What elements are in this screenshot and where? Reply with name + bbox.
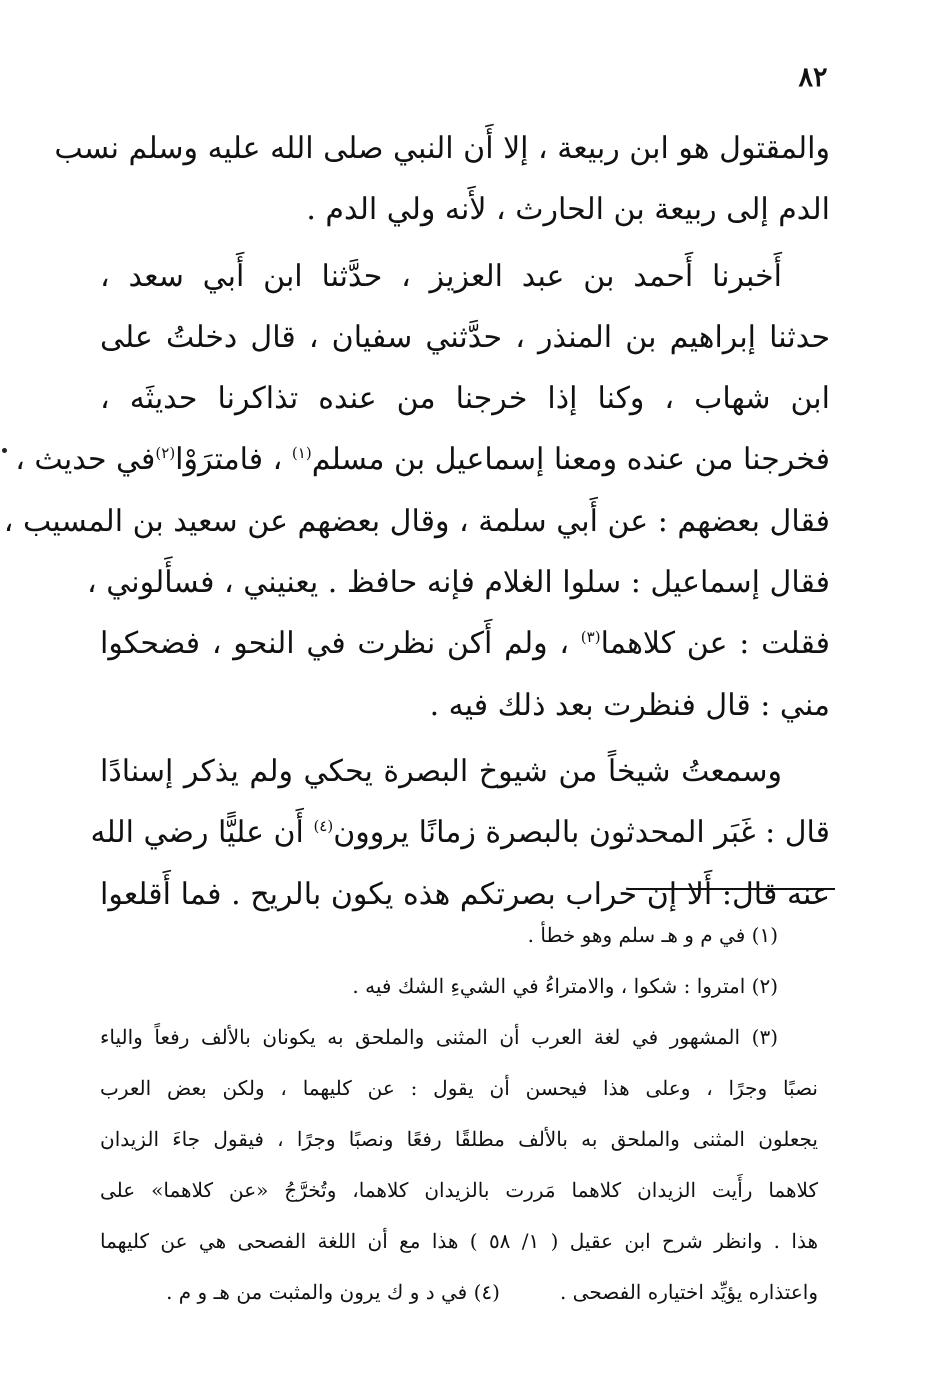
paragraph-2 [3, 246, 830, 736]
text-line: حدثنا إبراهيم بن المنذر ، حدَّثني سفيان ، قال دخلتُ على [100, 319, 830, 355]
text-segment: قال : غَبَر المحدثون بالبصرة زمانًا يروون [333, 815, 830, 851]
footnote-3-line: (٣) المشهور في لغة العرب أن المثنى والملحق به يكونان بالألف رفعاً والياء [100, 1025, 778, 1049]
footnote-separator [628, 888, 835, 890]
text-line [100, 613, 830, 674]
text-segment: ، ولم أَكن نظرت في النحو ، فضحكوا [100, 626, 581, 662]
paragraph-3 [90, 741, 830, 925]
main-text [3, 118, 830, 925]
footnote-3-line: نصبًا وجرًا ، وعلى هذا فيحسن أن يقول : عن كليهما ، ولكن بعض العرب [100, 1076, 818, 1100]
footnote-ref-1: (١) [291, 444, 312, 463]
text-line [15, 429, 830, 490]
footnote-ref-2: (٢) [155, 444, 176, 463]
paragraph-1 [54, 118, 830, 241]
text-segment: في حديث ، [15, 442, 156, 478]
footnote-4: (٤) في د و ك يرون والمثبت من هـ و م . [166, 1280, 500, 1304]
page-number: ٨٢ [798, 62, 828, 93]
text-segment: فخرجنا من عنده ومعنا إسماعيل بن مسلم [311, 442, 830, 478]
text-line: فقال بعضهم : عن أَبي سلمة ، وقال بعضهم عن سعيد بن المسيب ، [3, 503, 830, 539]
footnote-3-4-line [100, 1267, 818, 1318]
text-line: وسمعتُ شيخاً من شيوخ البصرة يحكي ولم يذكر إسنادًا [100, 753, 782, 789]
text-segment: فقلت : عن كلاهما [600, 626, 830, 662]
footnote-ref-3: (٣) [580, 628, 601, 647]
text-segment: أَن عليًّا رضي الله [90, 815, 314, 851]
text-line [90, 802, 830, 863]
text-segment: ، فامترَوْا [175, 442, 292, 478]
footnote-ref-4: (٤) [313, 817, 334, 836]
footnote-3-line: يجعلون المثنى والملحق به بالألف مطلقًا رفعًا ونصبًا وجرًا ، فيقول جاءَ الزيدان [100, 1127, 818, 1151]
text-line: الدم إلى ربيعة بن الحارث ، لأَنه ولي الدم . [306, 192, 830, 228]
footnotes [100, 910, 818, 1318]
text-line: ابن شهاب ، وكنا إذا خرجنا من عنده تذاكرنا حديثَه ، [100, 381, 830, 417]
scan-mark [2, 448, 7, 453]
footnote-1: (١) في م و هـ سلم وهو خطأ . [527, 923, 778, 947]
footnote-2: (٢) امتروا : شكوا ، والامتراءُ في الشيءِ الشك فيه . [352, 974, 778, 998]
footnote-3-line: هذا . وانظر شرح ابن عقيل ( ١/ ٥٨ ) هذا مع أن اللغة الفصحى هي عن كليهما [100, 1229, 818, 1253]
footnote-3-end: واعتذاره يؤيِّد اختياره الفصحى . [559, 1280, 818, 1304]
text-line: والمقتول هو ابن ربيعة ، إلا أَن النبي صلى الله عليه وسلم نسب [54, 131, 830, 166]
text-line: عنه قال: أَلا إن خراب بصرتكم هذه يكون بالريح . فما أَقلعوا [100, 876, 830, 912]
footnote-3-line: كلاهما رأَيت الزيدان كلاهما مَررت بالزيدان كلاهما، وتُخرَّجُ «عن كلاهما» على [100, 1178, 818, 1202]
text-line: فقال إسماعيل : سلوا الغلام فإنه حافظ . يعنيني ، فسأَلوني ، [87, 565, 830, 601]
text-line: مني : قال فنظرت بعد ذلك فيه . [429, 687, 830, 723]
text-line: أَخبرنا أَحمد بن عبد العزيز ، حدَّثنا ابن أَبي سعد ، [100, 258, 782, 294]
